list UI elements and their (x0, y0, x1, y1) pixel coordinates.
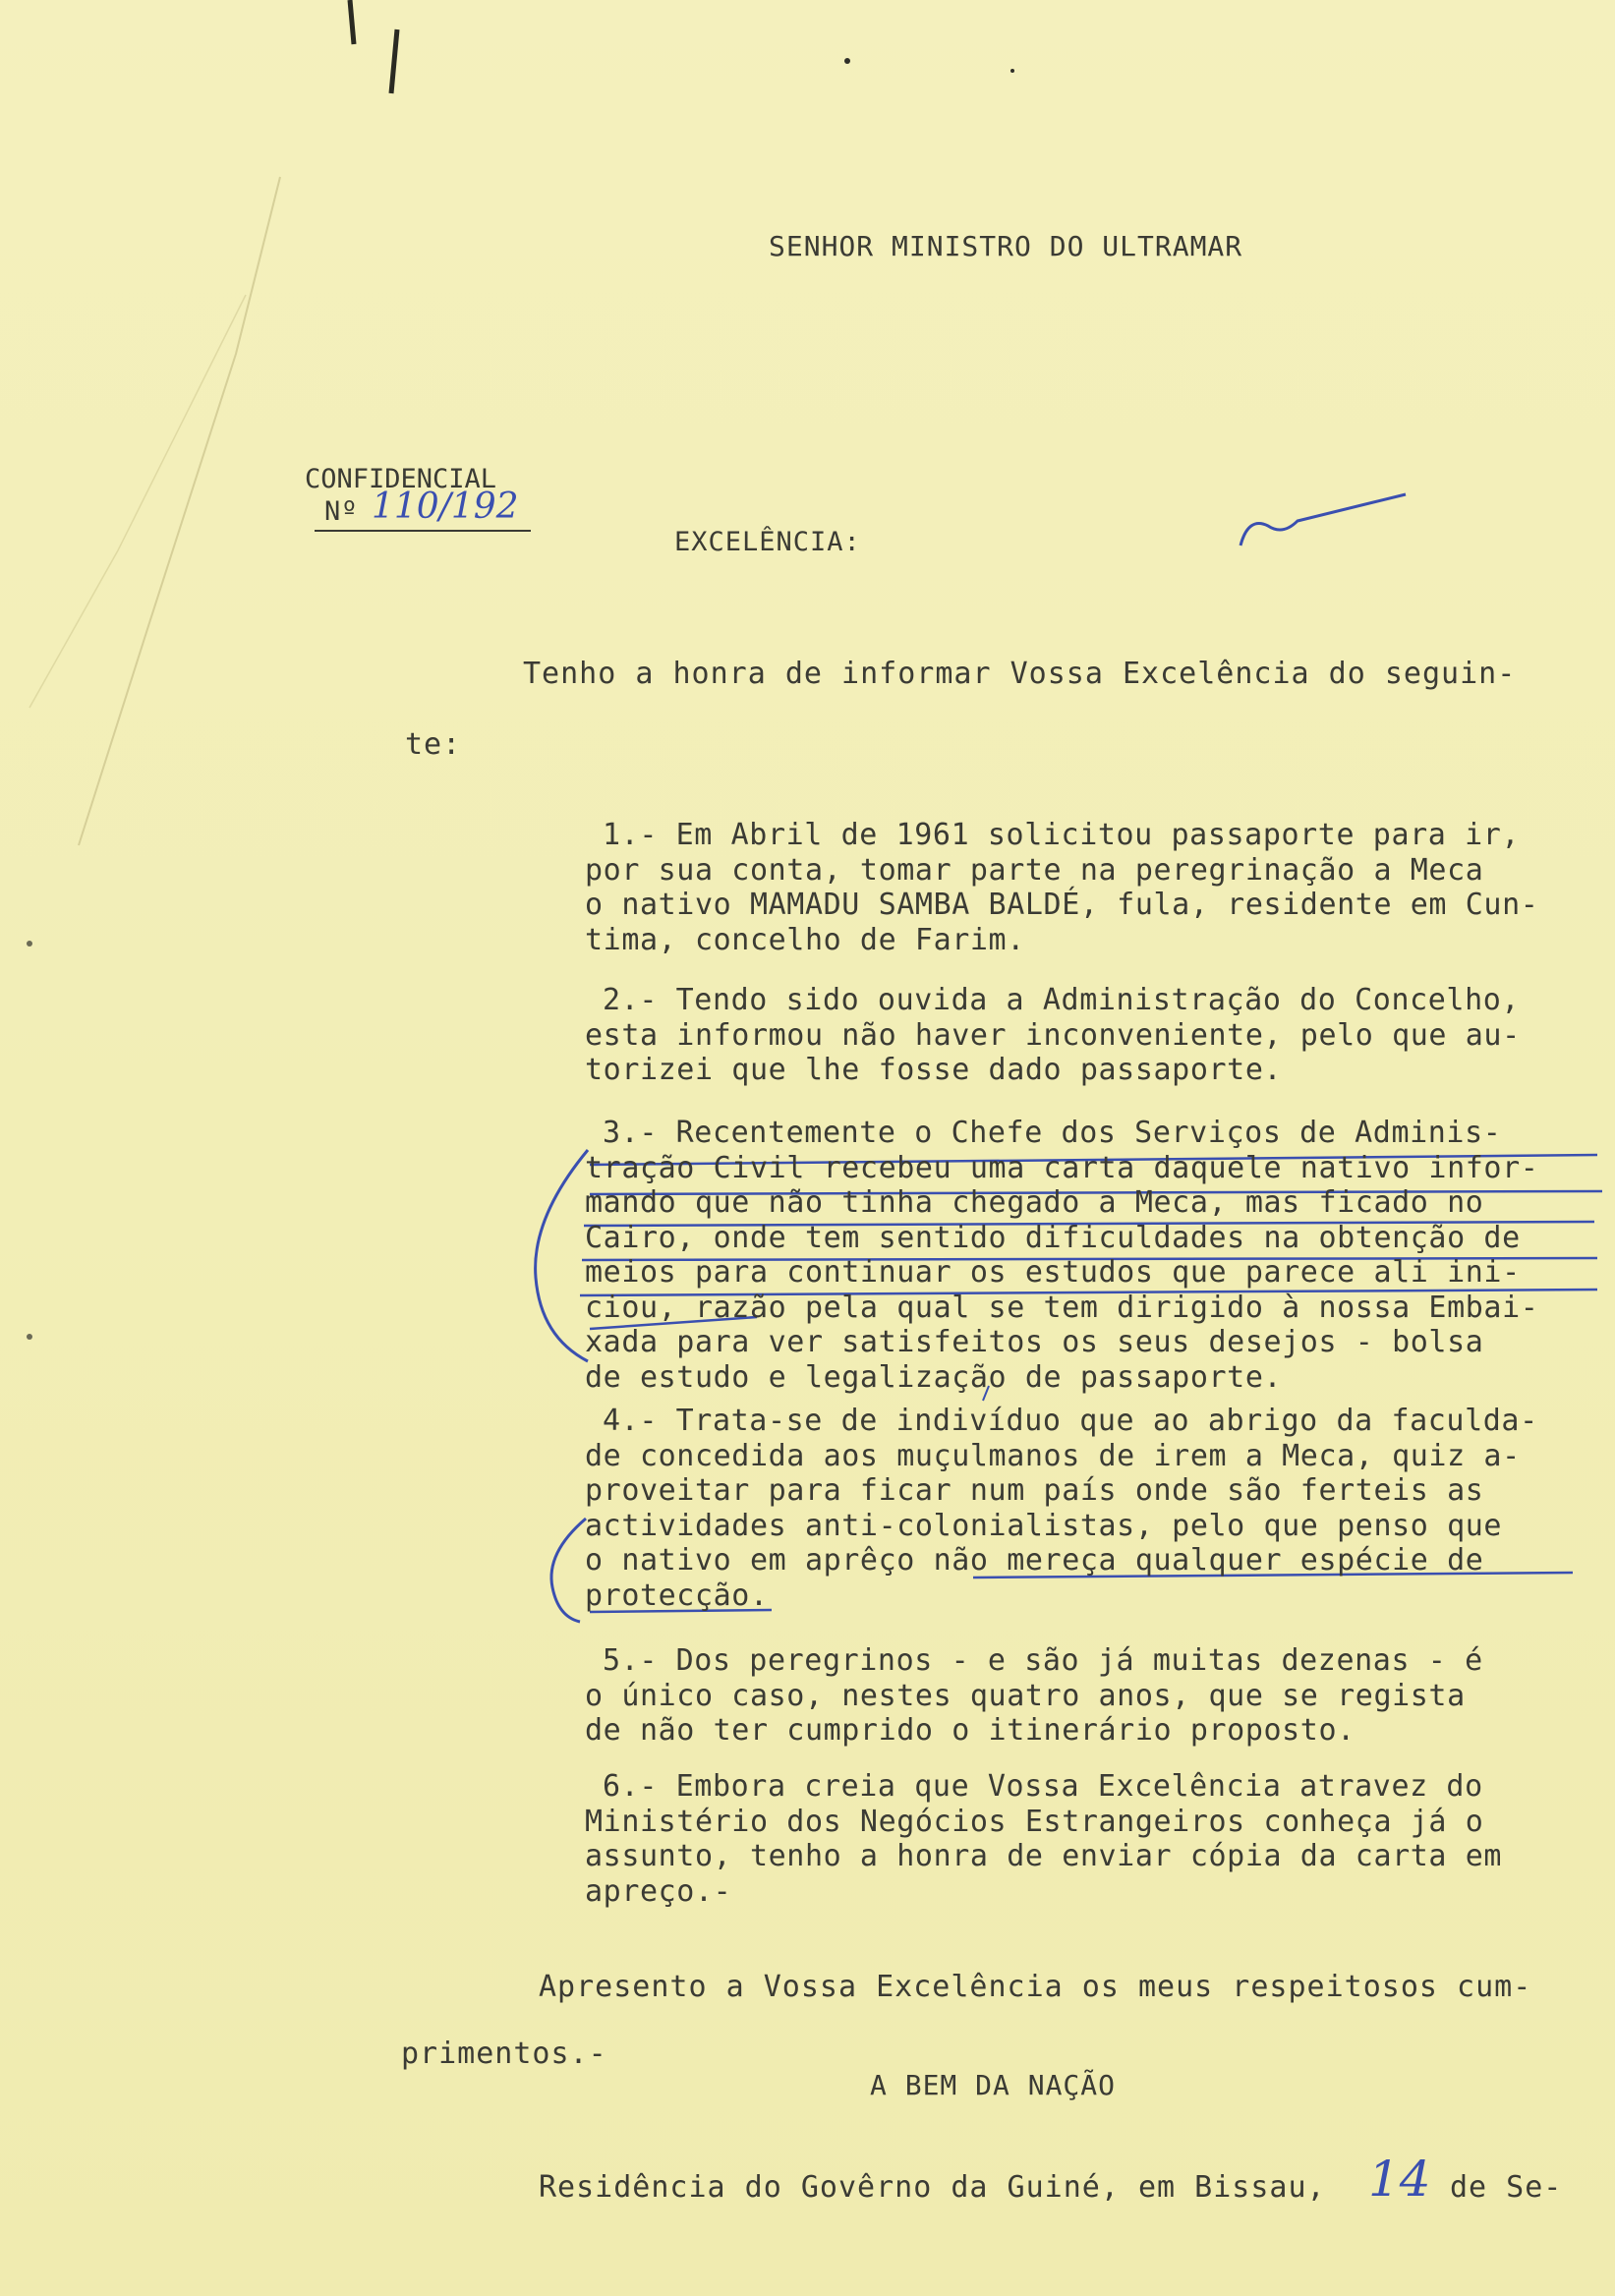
paragraph-line: 3.- Recentemente o Chefe dos Serviços de Adminis- (603, 1116, 1502, 1150)
paragraph-line: tima, concelho de Farim. (585, 922, 1025, 957)
paragraph-line: o nativo MAMADU SAMBA BALDÉ, fula, residente em Cun- (585, 888, 1539, 922)
paragraph-2 (585, 983, 1607, 1088)
paragraph-line: por sua conta, tomar parte na peregrinação a Meca (585, 852, 1484, 888)
paragraph-4 (585, 1404, 1607, 1613)
paragraph-line: o nativo em aprêço não mereça qualquer espécie de (585, 1543, 1484, 1578)
paragraph-line: ciou, razão pela qual se tem dirigido à nossa Embai- (585, 1290, 1539, 1325)
paragraph-line: Cairo, onde tem sentido dificuldades na obtenção de (585, 1220, 1521, 1255)
paragraph-line: apreço.- (585, 1873, 732, 1909)
classification-stamp: CONFIDENCIAL (305, 464, 497, 494)
paragraph-line: 4.- Trata-se de indivíduo que ao abrigo da faculda- (603, 1404, 1538, 1438)
paragraph-line: proveitar para ficar num país onde são ferteis as (585, 1473, 1484, 1508)
paragraph-line: actividades anti-colonialistas, pelo que penso que (585, 1508, 1503, 1543)
paragraph-line: protecção. (585, 1578, 769, 1613)
paragraph-3 (585, 1116, 1607, 1395)
paragraph-line: assunto, tenho a honra de enviar cópia da carta em (585, 1839, 1503, 1873)
paragraph-line: mando que não tinha chegado a Meca, mas ficado no (585, 1185, 1484, 1220)
motto: A BEM DA NAÇÃO (870, 2069, 1117, 2101)
paragraph-line: o único caso, nestes quatro anos, que se regista (585, 1678, 1466, 1713)
paragraph-line: tração Civil recebeu uma carta daquele nativo infor- (585, 1150, 1539, 1185)
paragraph-1 (585, 818, 1607, 957)
salutation: EXCELÊNCIA: (674, 527, 861, 557)
paragraph-6 (585, 1769, 1607, 1909)
closing-line-2: primentos.- (401, 2037, 607, 2071)
paragraph-line: 5.- Dos peregrinos - e são já muitas dezenas - é (603, 1643, 1483, 1678)
intro-line-2: te: (405, 727, 462, 762)
paragraph-line: 1.- Em Abril de 1961 solicitou passaporte para ir, (603, 818, 1521, 852)
place-date-start: Residência do Govêrno da Guiné, em Bissau, (539, 2170, 1326, 2205)
paragraph-line: de concedida aos muçulmanos de irem a Meca, quiz a- (585, 1438, 1521, 1473)
paragraph-line: torizei que lhe fosse dado passaporte. (585, 1053, 1283, 1087)
paragraph-line: 6.- Embora creia que Vossa Excelência atravez do (603, 1769, 1483, 1804)
intro-line-1: Tenho a honra de informar Vossa Excelência do seguin- (523, 657, 1517, 691)
paragraph-line: meios para continuar os estudos que parece ali ini- (585, 1255, 1521, 1290)
handwritten-day: 14 (1368, 2151, 1431, 2208)
number-prefix: Nº (324, 496, 359, 527)
addressee: SENHOR MINISTRO DO ULTRAMAR (769, 230, 1243, 262)
paragraph-line: xada para ver satisfeitos os seus desejos - bolsa (585, 1325, 1484, 1359)
paragraph-line: 2.- Tendo sido ouvida a Administração do Concelho, (603, 983, 1521, 1017)
document-number: 110/192 (372, 487, 519, 527)
paragraph-line: esta informou não haver inconveniente, pelo que au- (585, 1017, 1521, 1053)
paragraph-line: de não ter cumprido o itinerário proposto. (585, 1713, 1355, 1748)
paragraph-5 (585, 1643, 1607, 1749)
place-date-end: de Se- (1450, 2170, 1563, 2205)
paragraph-line: de estudo e legalização de passaporte. (585, 1359, 1283, 1395)
closing-line-1: Apresento a Vossa Excelência os meus respeitosos cum- (539, 1970, 1532, 2004)
paragraph-line: Ministério dos Negócios Estrangeiros conheça já o (585, 1804, 1484, 1839)
